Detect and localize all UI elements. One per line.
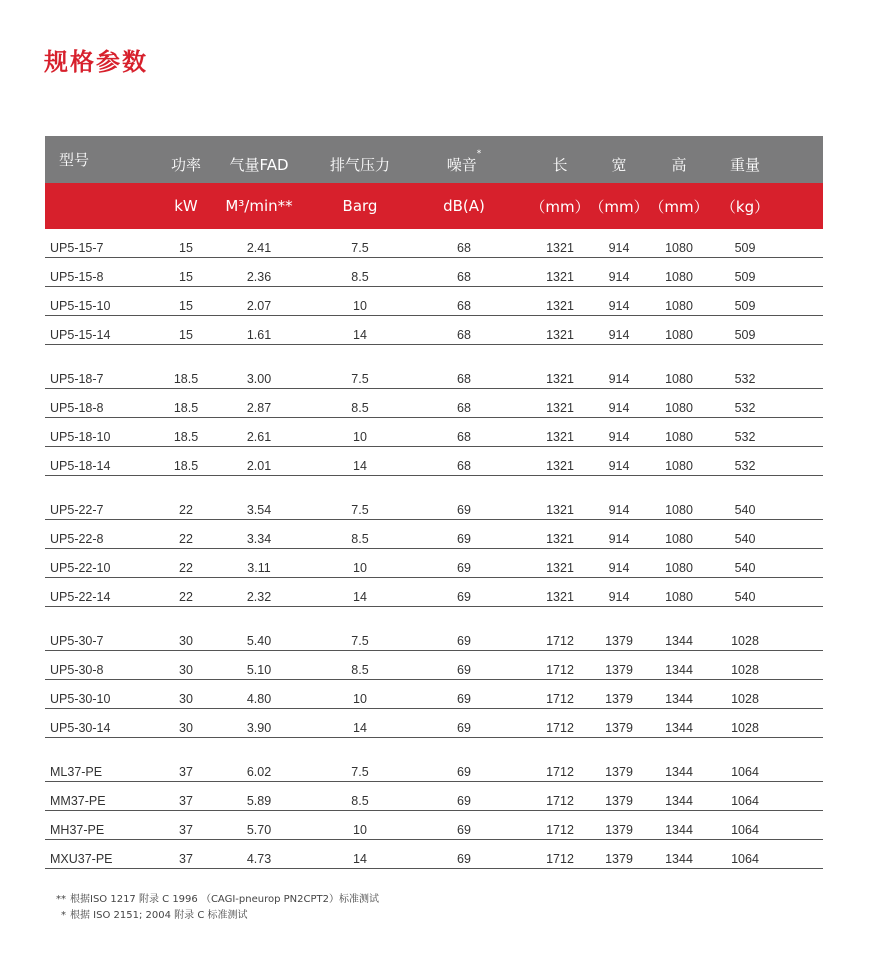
cell-model: UP5-18-7	[50, 372, 104, 386]
table-header-names	[45, 136, 823, 183]
header-label: 长	[552, 156, 568, 174]
cell-width: 1379	[605, 765, 633, 779]
cell-noise: 68	[457, 459, 471, 473]
cell-power: 22	[179, 503, 193, 517]
cell-fad: 5.70	[246, 823, 272, 837]
table-row	[45, 578, 823, 607]
cell-width: 914	[608, 270, 630, 284]
cell-pressure: 14	[353, 459, 367, 473]
cell-width: 914	[608, 372, 630, 386]
cell-height: 1080	[665, 459, 693, 473]
table-row	[45, 782, 823, 811]
cell-model: UP5-30-7	[50, 634, 104, 648]
header-model	[45, 136, 169, 183]
header-width	[589, 136, 649, 183]
cell-pressure: 7.5	[351, 634, 369, 648]
cell-noise: 69	[457, 823, 471, 837]
unit-power: kW	[174, 197, 198, 215]
cell-fad: 2.07	[246, 299, 272, 313]
cell-noise: 69	[457, 852, 471, 866]
cell-width: 1379	[605, 634, 633, 648]
cell-length: 1321	[546, 270, 574, 284]
cell-fad: 4.73	[246, 852, 272, 866]
cell-model: UP5-18-8	[50, 401, 104, 415]
cell-height: 1344	[665, 721, 693, 735]
cell-weight: 509	[734, 241, 756, 255]
unit-pressure: Barg	[342, 197, 378, 215]
header-label: 排气压力	[329, 156, 390, 174]
cell-power: 37	[179, 765, 193, 779]
cell-length: 1321	[546, 401, 574, 415]
cell-model: MXU37-PE	[50, 852, 113, 866]
table-row	[45, 840, 823, 869]
cell-fad: 3.90	[246, 721, 272, 735]
cell-pressure: 14	[353, 852, 367, 866]
cell-length: 1712	[546, 634, 574, 648]
cell-weight: 1064	[731, 852, 759, 866]
header-weight	[710, 136, 780, 183]
cell-weight: 509	[734, 270, 756, 284]
cell-height: 1344	[665, 634, 693, 648]
cell-length: 1712	[546, 794, 574, 808]
cell-power: 18.5	[173, 401, 199, 415]
cell-width: 914	[608, 503, 630, 517]
cell-model: ML37-PE	[50, 765, 103, 779]
cell-power: 22	[179, 561, 193, 575]
cell-weight: 1028	[731, 634, 759, 648]
cell-pressure: 10	[353, 692, 367, 706]
cell-width: 914	[608, 459, 630, 473]
cell-noise: 69	[457, 503, 471, 517]
table-row	[45, 287, 823, 316]
cell-height: 1080	[665, 430, 693, 444]
cell-weight: 1064	[731, 765, 759, 779]
cell-pressure: 10	[353, 299, 367, 313]
cell-model: UP5-22-10	[50, 561, 111, 575]
cell-noise: 68	[457, 328, 471, 342]
cell-weight: 1064	[731, 794, 759, 808]
page-title: 规格参数	[44, 48, 148, 76]
cell-noise: 69	[457, 692, 471, 706]
cell-width: 914	[608, 532, 630, 546]
header-label: 型号	[59, 151, 90, 169]
cell-length: 1712	[546, 823, 574, 837]
cell-length: 1321	[546, 561, 574, 575]
header-label: 宽	[611, 156, 627, 174]
cell-model: UP5-30-8	[50, 663, 104, 677]
cell-weight: 540	[734, 532, 756, 546]
cell-width: 914	[608, 401, 630, 415]
unit-weight: （kg）	[720, 197, 770, 216]
cell-height: 1080	[665, 372, 693, 386]
footnotes	[44, 892, 379, 924]
cell-length: 1321	[546, 532, 574, 546]
cell-weight: 532	[734, 401, 756, 415]
cell-model: UP5-15-10	[50, 299, 111, 313]
table-row	[45, 418, 823, 447]
cell-noise: 69	[457, 590, 471, 604]
cell-pressure: 14	[353, 590, 367, 604]
cell-pressure: 7.5	[351, 765, 369, 779]
table-row	[45, 622, 823, 651]
cell-height: 1344	[665, 852, 693, 866]
cell-power: 15	[179, 328, 193, 342]
table-row	[45, 680, 823, 709]
table-row	[45, 447, 823, 476]
cell-length: 1321	[546, 459, 574, 473]
cell-power: 15	[179, 270, 193, 284]
cell-fad: 3.54	[246, 503, 272, 517]
cell-height: 1080	[665, 299, 693, 313]
cell-noise: 69	[457, 532, 471, 546]
cell-height: 1344	[665, 823, 693, 837]
cell-weight: 1064	[731, 823, 759, 837]
cell-model: UP5-22-14	[50, 590, 111, 604]
cell-model: MH37-PE	[50, 823, 105, 837]
header-length	[530, 136, 590, 183]
cell-weight: 1028	[731, 721, 759, 735]
cell-weight: 540	[734, 503, 756, 517]
cell-length: 1321	[546, 299, 574, 313]
cell-power: 18.5	[173, 430, 199, 444]
cell-noise: 69	[457, 634, 471, 648]
cell-weight: 532	[734, 372, 756, 386]
header-noise	[424, 136, 504, 183]
cell-fad: 3.11	[247, 561, 271, 575]
cell-noise: 69	[457, 561, 471, 575]
cell-noise: 69	[457, 663, 471, 677]
cell-model: UP5-30-10	[50, 692, 111, 706]
table-header-units	[45, 183, 823, 229]
cell-weight: 532	[734, 430, 756, 444]
cell-width: 1379	[605, 692, 633, 706]
cell-model: UP5-22-8	[50, 532, 104, 546]
cell-length: 1321	[546, 372, 574, 386]
cell-width: 914	[608, 241, 630, 255]
cell-pressure: 14	[353, 721, 367, 735]
cell-width: 914	[608, 561, 630, 575]
cell-pressure: 7.5	[351, 503, 369, 517]
unit-height: （mm）	[649, 197, 709, 216]
cell-length: 1321	[546, 503, 574, 517]
header-label: 高	[671, 156, 687, 174]
cell-weight: 509	[734, 299, 756, 313]
cell-length: 1712	[546, 663, 574, 677]
cell-fad: 5.89	[246, 794, 272, 808]
cell-length: 1321	[546, 241, 574, 255]
cell-height: 1080	[665, 532, 693, 546]
cell-fad: 3.34	[246, 532, 272, 546]
cell-power: 15	[179, 299, 193, 313]
cell-length: 1712	[546, 692, 574, 706]
cell-height: 1344	[665, 692, 693, 706]
cell-noise: 68	[457, 270, 471, 284]
cell-power: 30	[179, 634, 193, 648]
header-power	[156, 136, 216, 183]
unit-noise: dB(A)	[443, 197, 485, 215]
table-row	[45, 753, 823, 782]
table-row	[45, 709, 823, 738]
cell-pressure: 10	[353, 561, 367, 575]
table-row	[45, 651, 823, 680]
cell-pressure: 8.5	[351, 270, 369, 284]
cell-pressure: 10	[353, 823, 367, 837]
header-footnote-mark: *	[476, 148, 482, 159]
cell-pressure: 8.5	[351, 401, 369, 415]
cell-fad: 4.80	[246, 692, 272, 706]
cell-weight: 532	[734, 459, 756, 473]
cell-height: 1080	[665, 561, 693, 575]
cell-height: 1080	[665, 401, 693, 415]
table-row	[45, 389, 823, 418]
cell-noise: 68	[457, 241, 471, 255]
cell-weight: 1028	[731, 663, 759, 677]
cell-length: 1712	[546, 765, 574, 779]
table-row	[45, 258, 823, 287]
table-body	[45, 229, 823, 869]
cell-model: UP5-15-14	[50, 328, 111, 342]
cell-height: 1344	[665, 794, 693, 808]
cell-width: 1379	[605, 823, 633, 837]
cell-model: UP5-15-8	[50, 270, 104, 284]
cell-pressure: 14	[353, 328, 367, 342]
spec-table	[45, 136, 823, 869]
footnote: ** 根据ISO 1217 附录 C 1996 （CAGI-pneurop PN2CPT2）标准测试	[56, 894, 379, 905]
cell-pressure: 8.5	[351, 532, 369, 546]
cell-length: 1712	[546, 852, 574, 866]
cell-width: 914	[608, 299, 630, 313]
cell-fad: 2.87	[246, 401, 272, 415]
unit-fad: M³/min**	[225, 197, 293, 215]
cell-pressure: 7.5	[351, 241, 369, 255]
table-row	[45, 520, 823, 549]
cell-noise: 69	[457, 765, 471, 779]
cell-height: 1080	[665, 270, 693, 284]
cell-weight: 540	[734, 561, 756, 575]
table-row	[45, 360, 823, 389]
cell-power: 30	[179, 721, 193, 735]
cell-length: 1321	[546, 430, 574, 444]
cell-noise: 69	[457, 721, 471, 735]
cell-fad: 6.02	[246, 765, 272, 779]
cell-weight: 1028	[731, 692, 759, 706]
cell-noise: 69	[457, 794, 471, 808]
table-row	[45, 229, 823, 258]
cell-length: 1321	[546, 590, 574, 604]
cell-power: 22	[179, 532, 193, 546]
cell-pressure: 7.5	[351, 372, 369, 386]
cell-fad: 2.41	[246, 241, 272, 255]
cell-height: 1344	[665, 663, 693, 677]
cell-model: UP5-22-7	[50, 503, 104, 517]
cell-fad: 2.61	[246, 430, 272, 444]
table-row	[45, 549, 823, 578]
cell-height: 1344	[665, 765, 693, 779]
cell-height: 1080	[665, 503, 693, 517]
header-label: 噪音	[446, 156, 477, 174]
cell-power: 22	[179, 590, 193, 604]
cell-width: 1379	[605, 721, 633, 735]
cell-width: 1379	[605, 794, 633, 808]
cell-power: 18.5	[173, 459, 199, 473]
cell-model: UP5-15-7	[50, 241, 104, 255]
cell-power: 30	[179, 663, 193, 677]
cell-width: 914	[608, 328, 630, 342]
cell-noise: 68	[457, 299, 471, 313]
cell-fad: 1.61	[246, 328, 272, 342]
table-row	[45, 316, 823, 345]
cell-fad: 2.32	[246, 590, 272, 604]
cell-height: 1080	[665, 590, 693, 604]
cell-model: UP5-18-14	[50, 459, 111, 473]
cell-power: 37	[179, 852, 193, 866]
cell-height: 1080	[665, 328, 693, 342]
cell-weight: 540	[734, 590, 756, 604]
cell-power: 30	[179, 692, 193, 706]
cell-width: 1379	[605, 852, 633, 866]
cell-fad: 2.36	[246, 270, 272, 284]
cell-noise: 68	[457, 430, 471, 444]
cell-power: 15	[179, 241, 193, 255]
cell-height: 1080	[665, 241, 693, 255]
cell-noise: 68	[457, 401, 471, 415]
unit-width: （mm）	[589, 197, 649, 216]
cell-model: UP5-18-10	[50, 430, 111, 444]
cell-power: 37	[179, 823, 193, 837]
cell-fad: 5.10	[246, 663, 272, 677]
cell-width: 914	[608, 590, 630, 604]
cell-weight: 509	[734, 328, 756, 342]
table-row	[45, 491, 823, 520]
cell-length: 1712	[546, 721, 574, 735]
cell-model: MM37-PE	[50, 794, 106, 808]
cell-pressure: 8.5	[351, 794, 369, 808]
cell-length: 1321	[546, 328, 574, 342]
cell-power: 37	[179, 794, 193, 808]
header-fad	[214, 136, 304, 183]
cell-fad: 3.00	[246, 372, 272, 386]
cell-pressure: 10	[353, 430, 367, 444]
cell-power: 18.5	[173, 372, 199, 386]
footnote: * 根据 ISO 2151; 2004 附录 C 标准测试	[61, 910, 248, 921]
cell-fad: 2.01	[246, 459, 272, 473]
cell-pressure: 8.5	[351, 663, 369, 677]
cell-noise: 68	[457, 372, 471, 386]
cell-width: 914	[608, 430, 630, 444]
header-label: 功率	[170, 156, 201, 174]
header-label: 气量FAD	[229, 156, 289, 174]
cell-fad: 5.40	[246, 634, 272, 648]
table-row	[45, 811, 823, 840]
header-height	[649, 136, 709, 183]
header-pressure	[315, 136, 405, 183]
header-label: 重量	[729, 156, 760, 174]
cell-model: UP5-30-14	[50, 721, 111, 735]
cell-width: 1379	[605, 663, 633, 677]
unit-length: （mm）	[530, 197, 590, 216]
